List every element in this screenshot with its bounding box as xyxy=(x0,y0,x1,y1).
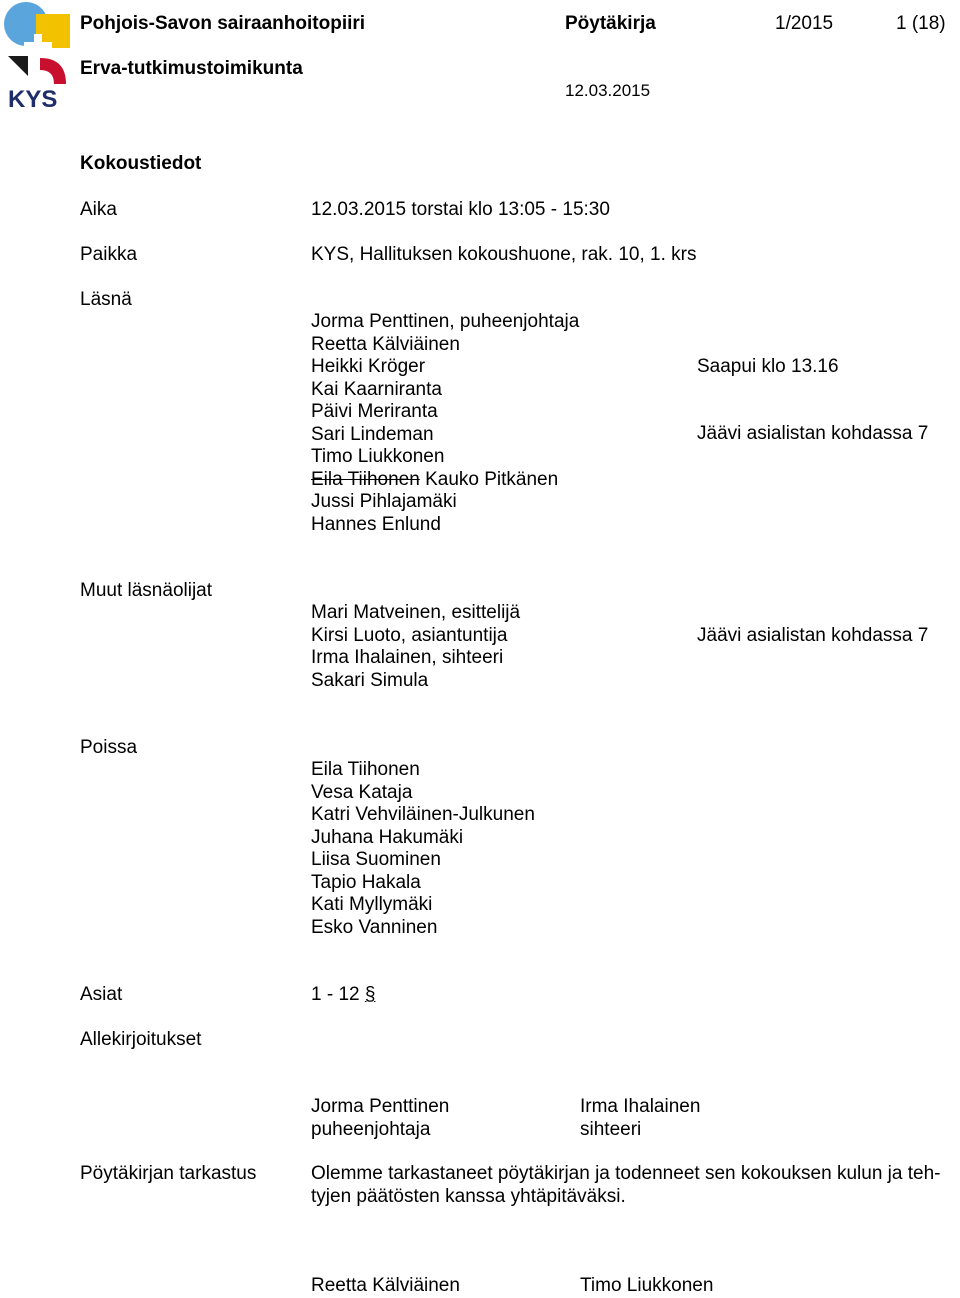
inspector-name: Reetta Kälviäinen xyxy=(311,1275,460,1296)
signature-block xyxy=(311,1096,449,1141)
list-item: Vesa Kataja xyxy=(311,781,413,803)
list-item: Mari Matveinen, esittelijä xyxy=(311,602,521,623)
attendance-note: Jäävi asialistan kohdassa 7 xyxy=(697,423,929,444)
signer-role: puheenjohtaja xyxy=(311,1118,431,1140)
signature-block xyxy=(580,1096,700,1141)
list-item: Päivi Meriranta xyxy=(311,401,438,422)
list-item: Kati Myllymäki xyxy=(311,894,433,915)
poissa-list xyxy=(311,759,535,939)
signer-name: Irma Ihalainen xyxy=(580,1096,701,1117)
list-item: Sakari Simula xyxy=(311,669,429,691)
tarkastus-label: Pöytäkirjan tarkastus xyxy=(80,1163,257,1184)
list-item: Heikki Kröger xyxy=(311,356,426,377)
list-item: Katri Vehviläinen-Julkunen xyxy=(311,804,535,825)
unit-name: Erva-tutkimustoimikunta xyxy=(80,58,303,79)
list-item: Sari Lindeman xyxy=(311,423,434,445)
list-item: Liisa Suominen xyxy=(311,849,441,870)
list-item: Timo Liukkonen xyxy=(311,446,445,467)
list-item: Jorma Penttinen, puheenjohtaja xyxy=(311,311,580,332)
attendance-note: Jäävi asialistan kohdassa 7 xyxy=(697,625,929,646)
list-item: Jussi Pihlajamäki xyxy=(311,491,457,512)
kys-logo xyxy=(0,0,72,115)
asiat-value xyxy=(311,984,375,1007)
list-item: Esko Vanninen xyxy=(311,916,438,938)
list-item: Reetta Kälviäinen xyxy=(311,333,460,355)
struck-name: Eila Tiihonen xyxy=(311,468,420,490)
document-number: 1/2015 xyxy=(775,13,834,34)
list-item: Irma Ihalainen, sihteeri xyxy=(311,647,504,668)
attendance-note: Saapui klo 13.16 xyxy=(697,356,839,377)
tarkastus-text xyxy=(311,1163,940,1208)
page-number: 1 (18) xyxy=(896,13,946,34)
inspector-name: Timo Liukkonen xyxy=(580,1275,714,1296)
muut-label: Muut läsnäolijat xyxy=(80,580,213,601)
header-date: 12.03.2015 xyxy=(565,81,651,100)
logo-mark-icon xyxy=(0,0,72,86)
list-item: Eila Tiihonen xyxy=(311,759,420,780)
paikka-label: Paikka xyxy=(80,244,138,265)
section-link[interactable]: § xyxy=(364,984,376,1005)
signer-role: sihteeri xyxy=(580,1118,642,1140)
paikka-value: KYS, Hallituksen kokoushuone, rak. 10, 1. krs xyxy=(311,244,697,265)
lasna-list xyxy=(311,311,579,536)
lasna-label: Läsnä xyxy=(80,289,132,310)
list-item: Kirsi Luoto, asiantuntija xyxy=(311,624,508,646)
list-item: Hannes Enlund xyxy=(311,513,441,535)
list-item: Tapio Hakala xyxy=(311,871,421,893)
allekirjoitukset-label: Allekirjoitukset xyxy=(80,1029,202,1050)
organization-name: Pohjois-Savon sairaanhoitopiiri xyxy=(80,13,366,34)
signer-name: Jorma Penttinen xyxy=(311,1096,450,1117)
replacement-name: Kauko Pitkänen xyxy=(425,468,559,490)
list-item: Juhana Hakumäki xyxy=(311,826,464,848)
tarkastus-line: tyjen päätösten kanssa yhtäpitäväksi. xyxy=(311,1185,626,1207)
aika-label: Aika xyxy=(80,199,117,220)
aika-value: 12.03.2015 torstai klo 13:05 - 15:30 xyxy=(311,199,610,220)
asiat-range: 1 - 12 xyxy=(311,984,360,1005)
list-item: Kai Kaarniranta xyxy=(311,378,442,400)
poissa-label: Poissa xyxy=(80,737,138,758)
muut-list xyxy=(311,602,520,692)
tarkastus-line: Olemme tarkastaneet pöytäkirjan ja todenneet sen kokouksen kulun ja teh- xyxy=(311,1163,941,1184)
asiat-label: Asiat xyxy=(80,984,123,1005)
section-title: Kokoustiedot xyxy=(80,153,202,174)
logo-text: KYS xyxy=(8,86,58,113)
document-type: Pöytäkirja xyxy=(565,13,656,34)
list-item xyxy=(311,469,579,492)
